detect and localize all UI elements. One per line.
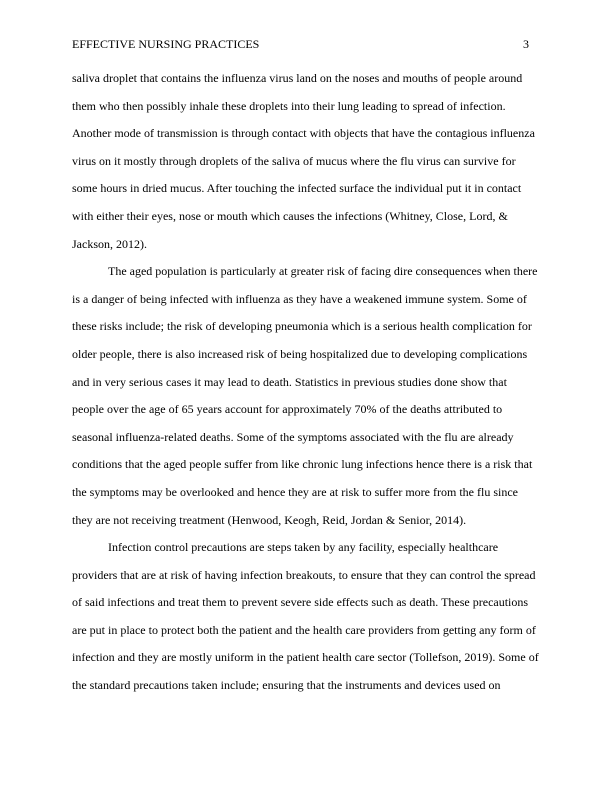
text-line: they are not receiving treatment (Henwood, Keogh, Reid, Jordan & Senior, 2014). — [72, 512, 467, 527]
text-line: Another mode of transmission is through contact with objects that have the contagious influenza — [72, 126, 535, 141]
text-line: seasonal influenza-related deaths. Some of the symptoms associated with the flu are already — [72, 429, 514, 444]
text-line: are put in place to protect both the patient and the health care providers from getting any form of — [72, 622, 536, 637]
text-line: these risks include; the risk of developing pneumonia which is a serious health complication for — [72, 319, 532, 334]
body-text — [72, 68, 540, 703]
text-line: some hours in dried mucus. After touching the infected surface the individual put it in contact — [72, 181, 522, 196]
paragraph — [72, 537, 540, 703]
text-line: Infection control precautions are steps taken by any facility, especially healthcare — [108, 540, 499, 555]
text-line: people over the age of 65 years account for approximately 70% of the deaths attributed to — [72, 402, 503, 417]
paragraph — [72, 68, 540, 261]
paragraph — [72, 261, 540, 537]
text-line: is a danger of being infected with influenza as they have a weakened immune system. Some of — [72, 291, 527, 306]
text-line: the standard precautions taken include; ensuring that the instruments and devices used on — [72, 678, 501, 693]
text-line: older people, there is also increased risk of being hospitalized due to developing complications — [72, 346, 528, 361]
text-line: the symptoms may be overlooked and hence they are at risk to suffer more from the flu since — [72, 484, 518, 499]
text-line: conditions that the aged people suffer from like chronic lung infections hence there is a risk that — [72, 457, 533, 472]
page-number: 3 — [523, 37, 529, 51]
running-head: EFFECTIVE NURSING PRACTICES — [72, 37, 260, 51]
text-line: them who then possibly inhale these droplets into their lung leading to spread of infection. — [72, 98, 506, 113]
text-line: infection and they are mostly uniform in the patient health care sector (Tollefson, 2019). Some of — [72, 650, 539, 665]
text-line: and in very serious cases it may lead to death. Statistics in previous studies done show that — [72, 374, 507, 389]
text-line: saliva droplet that contains the influenza virus land on the noses and mouths of people around — [72, 71, 523, 85]
text-line: of said infections and treat them to prevent severe side effects such as death. These precautions — [72, 595, 529, 610]
text-line: providers that are at risk of having infection breakouts, to ensure that they can control the spread — [72, 567, 536, 582]
text-line: with either their eyes, nose or mouth which causes the infections (Whitney, Close, Lord, & — [72, 208, 508, 223]
text-line: Jackson, 2012). — [72, 236, 147, 251]
text-line: virus on it mostly through droplets of the saliva of mucus where the flu virus can survive for — [72, 153, 516, 168]
text-line: The aged population is particularly at greater risk of facing dire consequences when there — [108, 264, 538, 279]
